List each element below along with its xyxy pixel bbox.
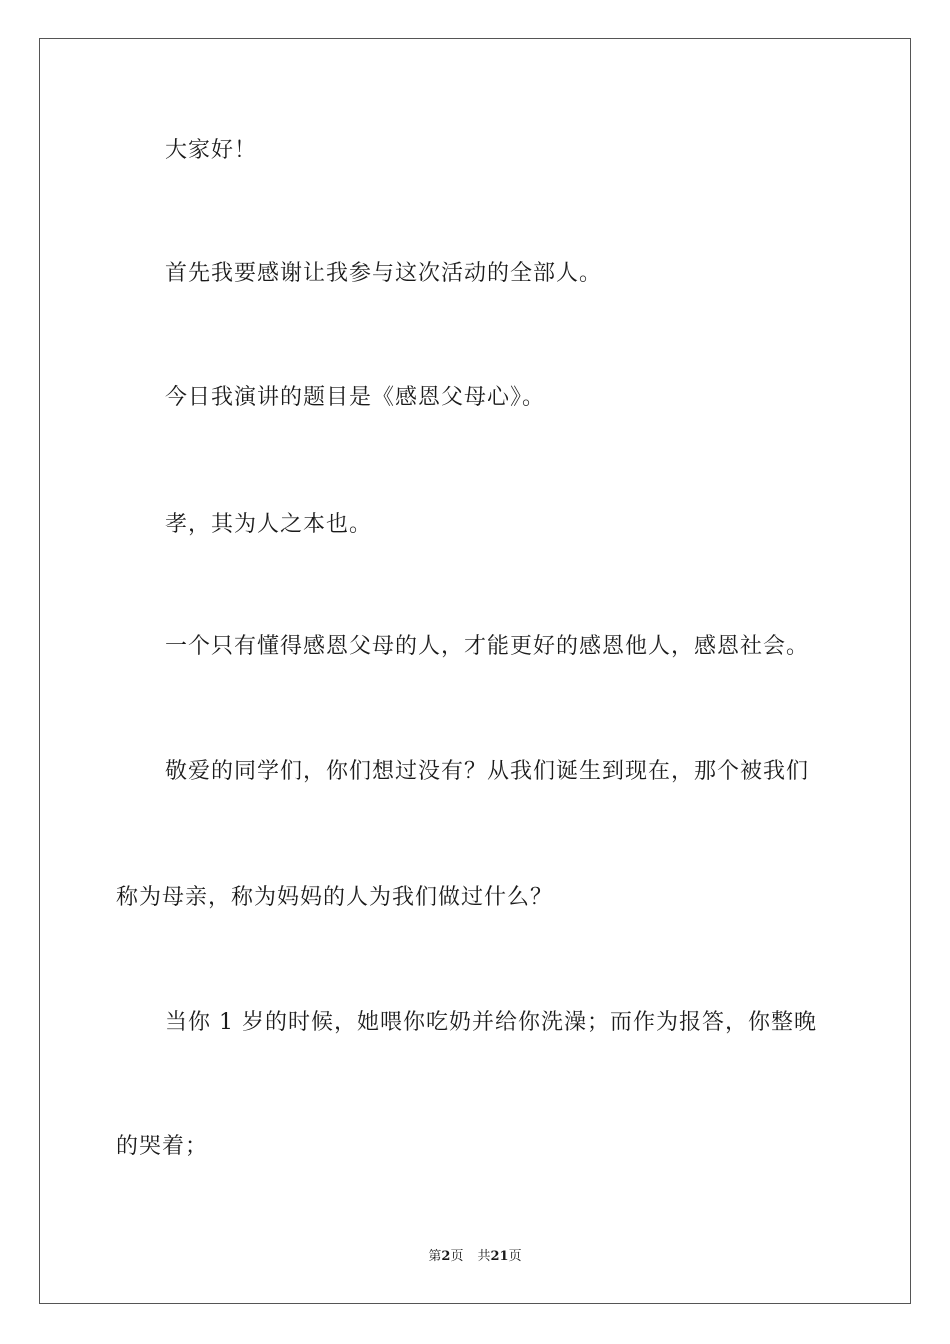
paragraph-question-line2: 称为母亲，称为妈妈的人为我们做过什么？ — [116, 885, 554, 910]
paragraph-gratitude: 一个只有懂得感恩父母的人，才能更好的感恩他人，感恩社会。 — [165, 634, 810, 659]
paragraph-age-one-line1: 当你 1 岁的时候，她喂你吃奶并给你洗澡；而作为报答，你整晚 — [165, 1010, 817, 1035]
paragraph-question-line1: 敬爱的同学们，你们想过没有？从我们诞生到现在，那个被我们 — [165, 759, 810, 784]
paragraph-thanks: 首先我要感谢让我参与这次活动的全部人。 — [165, 261, 603, 286]
page-prefix: 第 — [428, 1249, 442, 1264]
total-suffix: 页 — [508, 1249, 522, 1264]
paragraph-topic: 今日我演讲的题目是《感恩父母心》。 — [165, 385, 546, 410]
page-border — [39, 38, 911, 1304]
paragraph-age-one-line2: 的哭着； — [116, 1134, 209, 1159]
total-prefix: 共 — [477, 1249, 491, 1264]
paragraph-filial-piety: 孝，其为人之本也。 — [165, 512, 373, 537]
paragraph-greeting: 大家好！ — [165, 138, 258, 163]
page-number: 2 — [441, 1249, 451, 1264]
page-footer — [0, 1248, 950, 1266]
page-suffix: 页 — [450, 1249, 464, 1264]
total-pages: 21 — [490, 1249, 509, 1264]
